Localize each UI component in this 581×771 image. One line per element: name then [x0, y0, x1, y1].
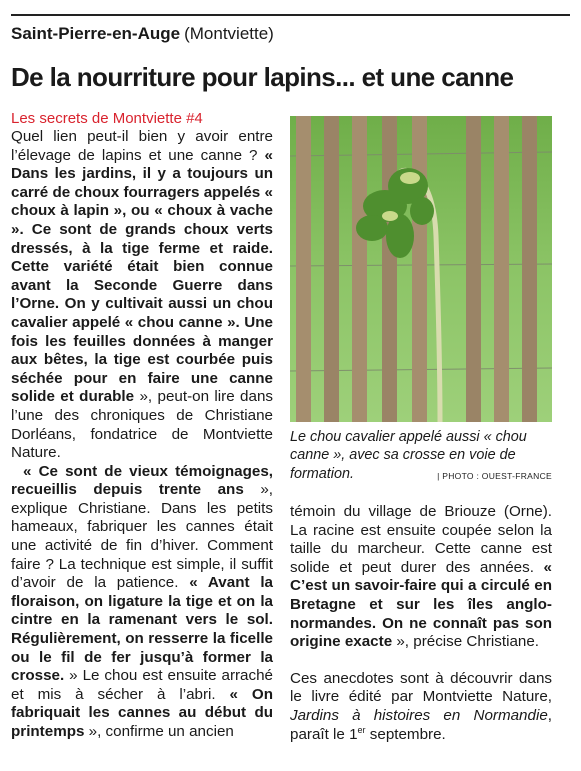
location-line [11, 24, 274, 44]
ordinal-suffix: er [357, 724, 366, 735]
text-run: », explique Christiane. Dans les petits hameaux, fabriquer les cannes était une activité de fin d’hiver. Comment faire ? La technique est simple, il suffit d’avoir de la patience. [11, 481, 274, 592]
quote-bold: « Ce sont de vieux témoignages, recueillis depuis trente ans [11, 462, 273, 499]
photo-caption: Le chou cavalier appelé aussi « chou canne », avec sa crosse en voie de formation. [290, 429, 527, 482]
fence-slat [494, 116, 509, 422]
paragraph-3 [290, 670, 552, 744]
city-name: Saint-Pierre-en-Auge [11, 24, 181, 43]
fence-slat [412, 116, 427, 422]
fence-slat [296, 116, 311, 422]
text-run: », précise Christiane. [392, 633, 540, 651]
article-column-1 [11, 128, 273, 742]
book-title: Jardins à histoires en Normandie [290, 706, 548, 724]
fence-slat [352, 116, 367, 422]
cabbage-fence-photo [290, 116, 552, 422]
quote-bold: « Dans les jardins, il y a toujours un carré de choux fourragers appelés « choux à lapin », ou « choux à vache ». Ce sont de grands choux verts dressés, à la tige ferme et raide. Cette variété était bien connue avant la Seconde Guerre dans l’Orne. On y cultivait aussi un chou cavalier appelé « chou canne ». Une fois les feuilles données à manger aux bêtes, la tige est courbée puis séchée pour en faire une canne solide et durable [11, 146, 273, 406]
text-run: , paraît le 1 [290, 706, 552, 743]
fence-slat [382, 116, 397, 422]
text-run: », confirme un ancien [84, 723, 234, 740]
series-kicker: Les secrets de Montviette #4 [11, 110, 203, 127]
fence-slat [522, 116, 537, 422]
text-run: septembre. [365, 725, 446, 743]
article-column-2 [290, 503, 552, 744]
text-run: », peut-on lire dans l’une des chroniques de Christiane Dorléans, fondatrice de Montviette Nature. [11, 388, 273, 462]
fence-slat [324, 116, 339, 422]
text-run: Quel lien peut-il bien y avoir entre l’élevage de lapins et une canne ? [11, 128, 273, 164]
paragraph-1 [11, 128, 273, 463]
photo-credit: | PHOTO : OUEST-FRANCE [437, 471, 552, 481]
text-run: Ces anecdotes sont à découvrir dans le livre édité par Montviette Nature, [290, 669, 552, 706]
article-photo [290, 116, 552, 422]
paragraph-2 [11, 463, 273, 742]
quote-bold: « On fabriquait les cannes au début du printemps [11, 685, 273, 740]
text-run: » Le chou est ensuite arraché et mis à sécher à l’abri. [11, 667, 273, 703]
paragraph-2-continued [290, 503, 552, 652]
village-name: (Montviette) [184, 24, 274, 43]
fence-slat [466, 116, 481, 422]
top-rule [11, 14, 570, 16]
text-run: témoin du village de Briouze (Orne). La racine est ensuite coupée selon la taille du marcheur. Cette canne est solide et peut durer des années. [290, 503, 552, 576]
article-headline: De la nourriture pour lapins... et une canne [11, 62, 514, 92]
quote-bold: « C’est un savoir-faire qui a circulé en Bretagne et sur les îles anglo-normandes. On ne connaît pas son origine exacte [290, 558, 552, 651]
quote-bold: « Avant la floraison, on ligature la tige et on la cintre en la ramenant vers le sol. Régulièrement, on resserre la ficelle ou le fil de fer jusqu’à former la crosse. [11, 574, 273, 685]
